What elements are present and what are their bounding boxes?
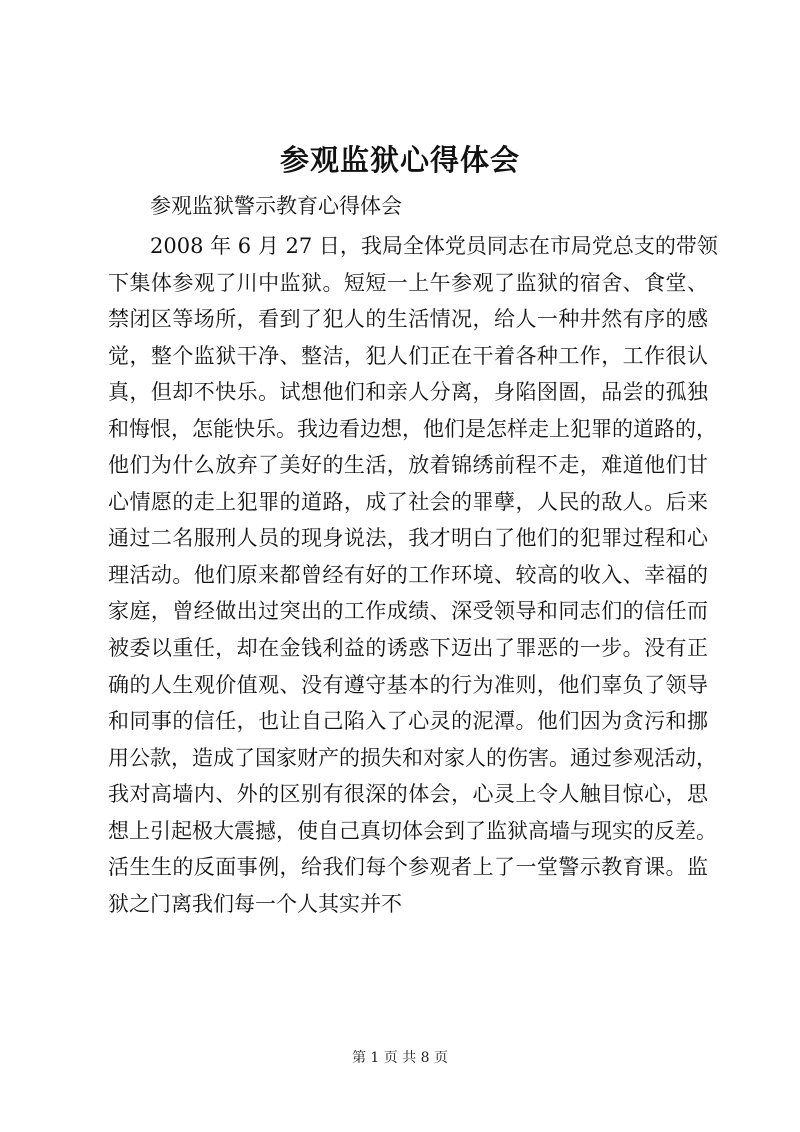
body-line: 心情愿的走上犯罪的道路，成了社会的罪孽，人民的敌人。后来 — [108, 489, 708, 514]
document-title: 参观监狱心得体会 — [279, 143, 520, 177]
body-line: 家庭，曾经做出过突出的工作成绩、深受领导和同志们的信任而 — [108, 599, 708, 624]
body-line: 狱之门离我们每一个人其实并不 — [108, 891, 402, 916]
body-line: 我对高墙内、外的区别有很深的体会，心灵上令人触目惊心，思 — [108, 782, 708, 807]
document-subtitle: 参观监狱警示教育心得体会 — [150, 194, 402, 218]
body-line: 用公款，造成了国家财产的损失和对家人的伤害。通过参观活动， — [108, 745, 717, 770]
body-text — [108, 228, 718, 922]
body-line: 2008 年 6 月 27 日，我局全体党员同志在市局党总支的带领 — [150, 234, 718, 258]
body-line: 真，但却不快乐。试想他们和亲人分离，身陷囹圄，品尝的孤独 — [108, 380, 708, 405]
body-line: 确的人生观价值观、没有遵守基本的行为准则，他们辜负了领导 — [108, 672, 708, 697]
body-line: 被委以重任，却在金钱利益的诱惑下迈出了罪恶的一步。没有正 — [108, 636, 708, 661]
body-line: 禁闭区等场所，看到了犯人的生活情况，给人一种井然有序的感 — [108, 307, 708, 332]
body-line: 理活动。他们原来都曾经有好的工作环境、较高的收入、幸福的 — [108, 562, 708, 587]
body-line: 活生生的反面事例，给我们每个参观者上了一堂警示教育课。监 — [108, 855, 708, 880]
body-line: 和悔恨，怎能快乐。我边看边想，他们是怎样走上犯罪的道路的， — [108, 416, 717, 441]
page-number: 第 1 页 共 8 页 — [351, 1050, 449, 1066]
body-line: 觉，整个监狱干净、整洁，犯人们正在干着各种工作，工作很认 — [108, 343, 708, 368]
body-line: 和同事的信任，也让自己陷入了心灵的泥潭。他们因为贪污和挪 — [108, 709, 708, 734]
body-line: 想上引起极大震撼，使自己真切体会到了监狱高墙与现实的反差。 — [108, 818, 717, 843]
body-line: 通过二名服刑人员的现身说法，我才明白了他们的犯罪过程和心 — [108, 526, 708, 551]
body-line: 他们为什么放弃了美好的生活，放着锦绣前程不走，难道他们甘 — [108, 453, 708, 478]
body-line: 下集体参观了川中监狱。短短一上午参观了监狱的宿舍、食堂、 — [108, 270, 708, 295]
